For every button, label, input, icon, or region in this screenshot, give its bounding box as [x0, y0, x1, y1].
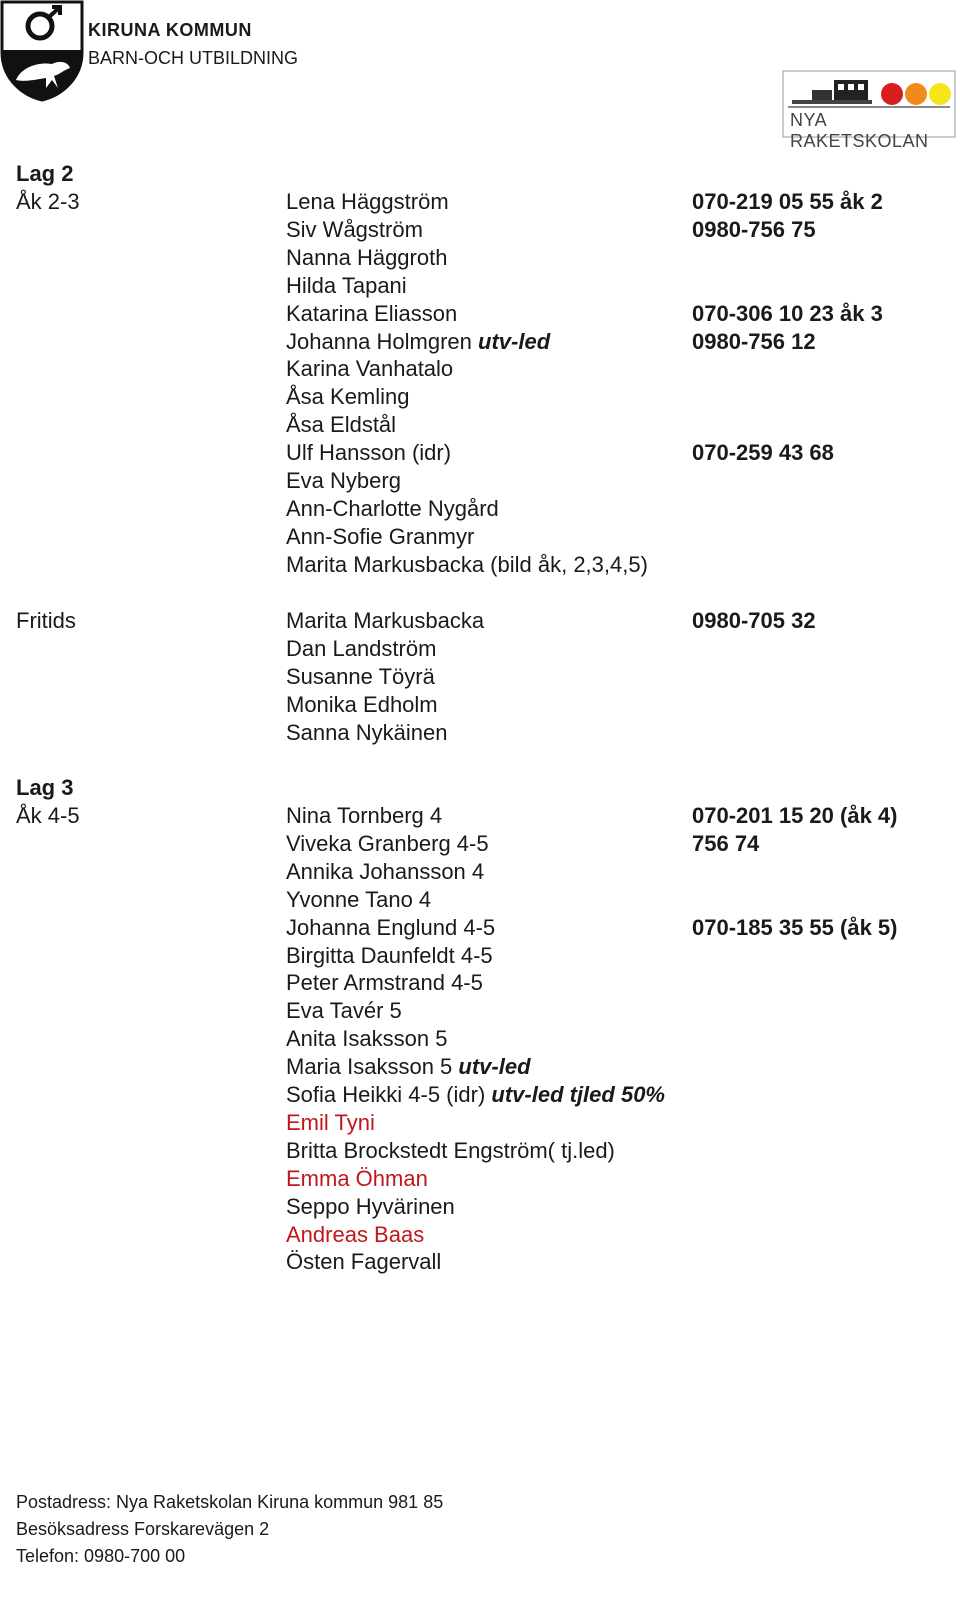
staff-name-text: Åsa Kemling [286, 384, 410, 410]
staff-role-note: utv-led [478, 328, 551, 354]
staff-name-text: Nina Tornberg 4 [286, 803, 443, 828]
staff-row [0, 355, 960, 383]
staff-phone: 0980-756 12 [692, 328, 816, 354]
staff-name-text: Marita Markusbacka (bild åk, 2,3,4,5) [286, 551, 648, 577]
staff-name-text: Yvonne Tano 4 [286, 886, 432, 912]
staff-name [286, 551, 648, 579]
staff-row [0, 523, 960, 551]
staff-name [286, 635, 436, 663]
staff-row [0, 942, 960, 970]
staff-row [0, 495, 960, 523]
staff-row [0, 1053, 960, 1081]
staff-row [0, 383, 960, 411]
staff-name [286, 1081, 665, 1109]
staff-name-text: Birgitta Daunfeldt 4-5 [286, 942, 493, 968]
staff-name-text: Eva Tavér 5 [286, 998, 402, 1024]
staff-name [286, 607, 484, 635]
staff-row [0, 1137, 960, 1165]
staff-name-text: Ann-Sofie Granmyr [286, 523, 475, 549]
staff-name-text: Johanna Englund 4-5 [286, 914, 496, 940]
staff-name [286, 411, 396, 439]
staff-row [0, 1193, 960, 1221]
staff-row [0, 1081, 960, 1109]
staff-row [0, 328, 960, 356]
staff-name [286, 216, 423, 244]
staff-name-text: Emma Öhman [286, 1165, 428, 1191]
staff-phone: 0980-756 75 [692, 216, 816, 242]
staff-name-text: Sanna Nykäinen [286, 719, 448, 745]
staff-phone: 070-201 15 20 (åk 4) [692, 803, 898, 828]
fritids-label: Fritids [16, 608, 76, 633]
lag2-label: Åk 2-3 [16, 189, 80, 214]
staff-row [0, 272, 960, 300]
lag2-heading-row [0, 160, 960, 188]
staff-name-text: Eva Nyberg [286, 468, 401, 493]
staff-name-text: Monika Edholm [286, 691, 438, 717]
staff-name [286, 997, 402, 1025]
staff-name [286, 188, 449, 216]
staff-name [286, 467, 401, 495]
staff-name [286, 914, 495, 942]
staff-name-text: Emil Tyni [286, 1109, 375, 1135]
staff-name [286, 1053, 531, 1081]
staff-row [0, 411, 960, 439]
staff-phone: 0980-705 32 [692, 608, 816, 633]
staff-name-text: Siv Wågström [286, 216, 423, 242]
staff-name-text: Nanna Häggroth [286, 244, 448, 270]
staff-name [286, 1165, 428, 1193]
org-dept: BARN-OCH UTBILDNING [88, 48, 299, 68]
lag3-label: Åk 4-5 [16, 803, 80, 828]
staff-row [0, 1109, 960, 1137]
staff-name [286, 1137, 615, 1165]
footer-phone: Telefon: 0980-700 00 [16, 1546, 186, 1566]
staff-name [286, 328, 550, 356]
staff-name [286, 830, 489, 858]
staff-row [0, 719, 960, 747]
staff-row [0, 439, 960, 467]
staff-name-text: Ulf Hansson (idr) [286, 440, 452, 466]
staff-row [0, 244, 960, 272]
staff-name-text: Andreas Baas [286, 1221, 425, 1247]
staff-row [0, 1165, 960, 1193]
staff-name [286, 969, 483, 997]
staff-name-text: Åsa Eldstål [286, 412, 397, 438]
footer-visit-address: Besöksadress Forskarevägen 2 [16, 1519, 270, 1539]
staff-row [0, 830, 960, 858]
lag2-title: Lag 2 [16, 161, 74, 186]
staff-name-text: Marita Markusbacka [286, 608, 485, 633]
staff-name-text: Annika Johansson 4 [286, 858, 485, 884]
staff-name [286, 1193, 455, 1221]
staff-row [0, 802, 960, 830]
staff-name-text: Britta Brockstedt Engström( tj.led) [286, 1137, 615, 1163]
school-logo-text: NYA RAKETSKOLAN [790, 110, 929, 151]
staff-name [286, 272, 407, 300]
organization-header [88, 16, 298, 72]
staff-name [286, 300, 457, 328]
staff-row [0, 216, 960, 244]
staff-row [0, 886, 960, 914]
staff-row [0, 914, 960, 942]
staff-name [286, 439, 451, 467]
footer-postal-address: Postadress: Nya Raketskolan Kiruna kommun 981 85 [16, 1492, 444, 1512]
staff-row [0, 188, 960, 216]
staff-row [0, 663, 960, 691]
staff-phone: 756 74 [692, 830, 760, 856]
staff-name [286, 719, 447, 747]
staff-name [286, 691, 438, 719]
staff-name [286, 1221, 424, 1249]
staff-name-text: Sofia Heikki 4-5 (idr) [286, 1082, 492, 1107]
lag3-heading-row [0, 774, 960, 802]
staff-phone: 070-219 05 55 åk 2 [692, 189, 883, 214]
staff-role-note: utv-led tjled 50% [491, 1082, 665, 1107]
staff-name [286, 495, 499, 523]
staff-name [286, 942, 493, 970]
staff-phone: 070-259 43 68 [692, 440, 834, 466]
staff-row [0, 635, 960, 663]
staff-name [286, 802, 442, 830]
staff-row [0, 467, 960, 495]
staff-name-text: Katarina Eliasson [286, 300, 458, 326]
staff-name [286, 663, 435, 691]
staff-row [0, 300, 960, 328]
staff-name [286, 1025, 447, 1053]
logo-dot-red [881, 83, 903, 105]
staff-row [0, 997, 960, 1025]
org-name: KIRUNA KOMMUN [88, 20, 252, 40]
staff-name-text: Lena Häggström [286, 189, 449, 214]
lag3-title: Lag 3 [16, 775, 74, 800]
logo-dot-orange [905, 83, 927, 105]
staff-name-text: Hilda Tapani [286, 272, 407, 298]
staff-row [0, 551, 960, 579]
nya-raketskolan-logo [782, 70, 956, 151]
staff-name [286, 244, 447, 272]
staff-name [286, 383, 410, 411]
staff-name-text: Peter Armstrand 4-5 [286, 970, 483, 996]
staff-name [286, 523, 474, 551]
staff-row [0, 969, 960, 997]
staff-name [286, 858, 484, 886]
staff-name-text: Karina Vanhatalo [286, 356, 454, 382]
staff-name [286, 1109, 375, 1137]
staff-name-text: Maria Isaksson 5 [286, 1054, 459, 1080]
staff-name [286, 886, 431, 914]
staff-row [0, 1025, 960, 1053]
staff-row [0, 607, 960, 635]
staff-name-text: Viveka Granberg 4-5 [286, 830, 489, 856]
staff-name-text: Dan Landström [286, 635, 437, 661]
staff-phone: 070-306 10 23 åk 3 [692, 300, 883, 326]
staff-row [0, 1248, 960, 1276]
staff-row [0, 691, 960, 719]
staff-row [0, 1221, 960, 1249]
staff-name-text: Seppo Hyvärinen [286, 1193, 455, 1219]
staff-name-text: Anita Isaksson 5 [286, 1026, 448, 1052]
staff-name-text: Östen Fagervall [286, 1249, 442, 1275]
kiruna-coat-of-arms-icon [0, 0, 84, 102]
staff-role-note: utv-led [458, 1054, 531, 1080]
staff-phone: 070-185 35 55 (åk 5) [692, 914, 898, 940]
staff-row [0, 858, 960, 886]
logo-dot-yellow [929, 83, 951, 105]
staff-name [286, 1248, 441, 1276]
staff-name-text: Ann-Charlotte Nygård [286, 495, 499, 521]
staff-name-text: Susanne Töyrä [286, 663, 435, 689]
staff-name-text: Johanna Holmgren [286, 328, 479, 354]
staff-name [286, 355, 453, 383]
